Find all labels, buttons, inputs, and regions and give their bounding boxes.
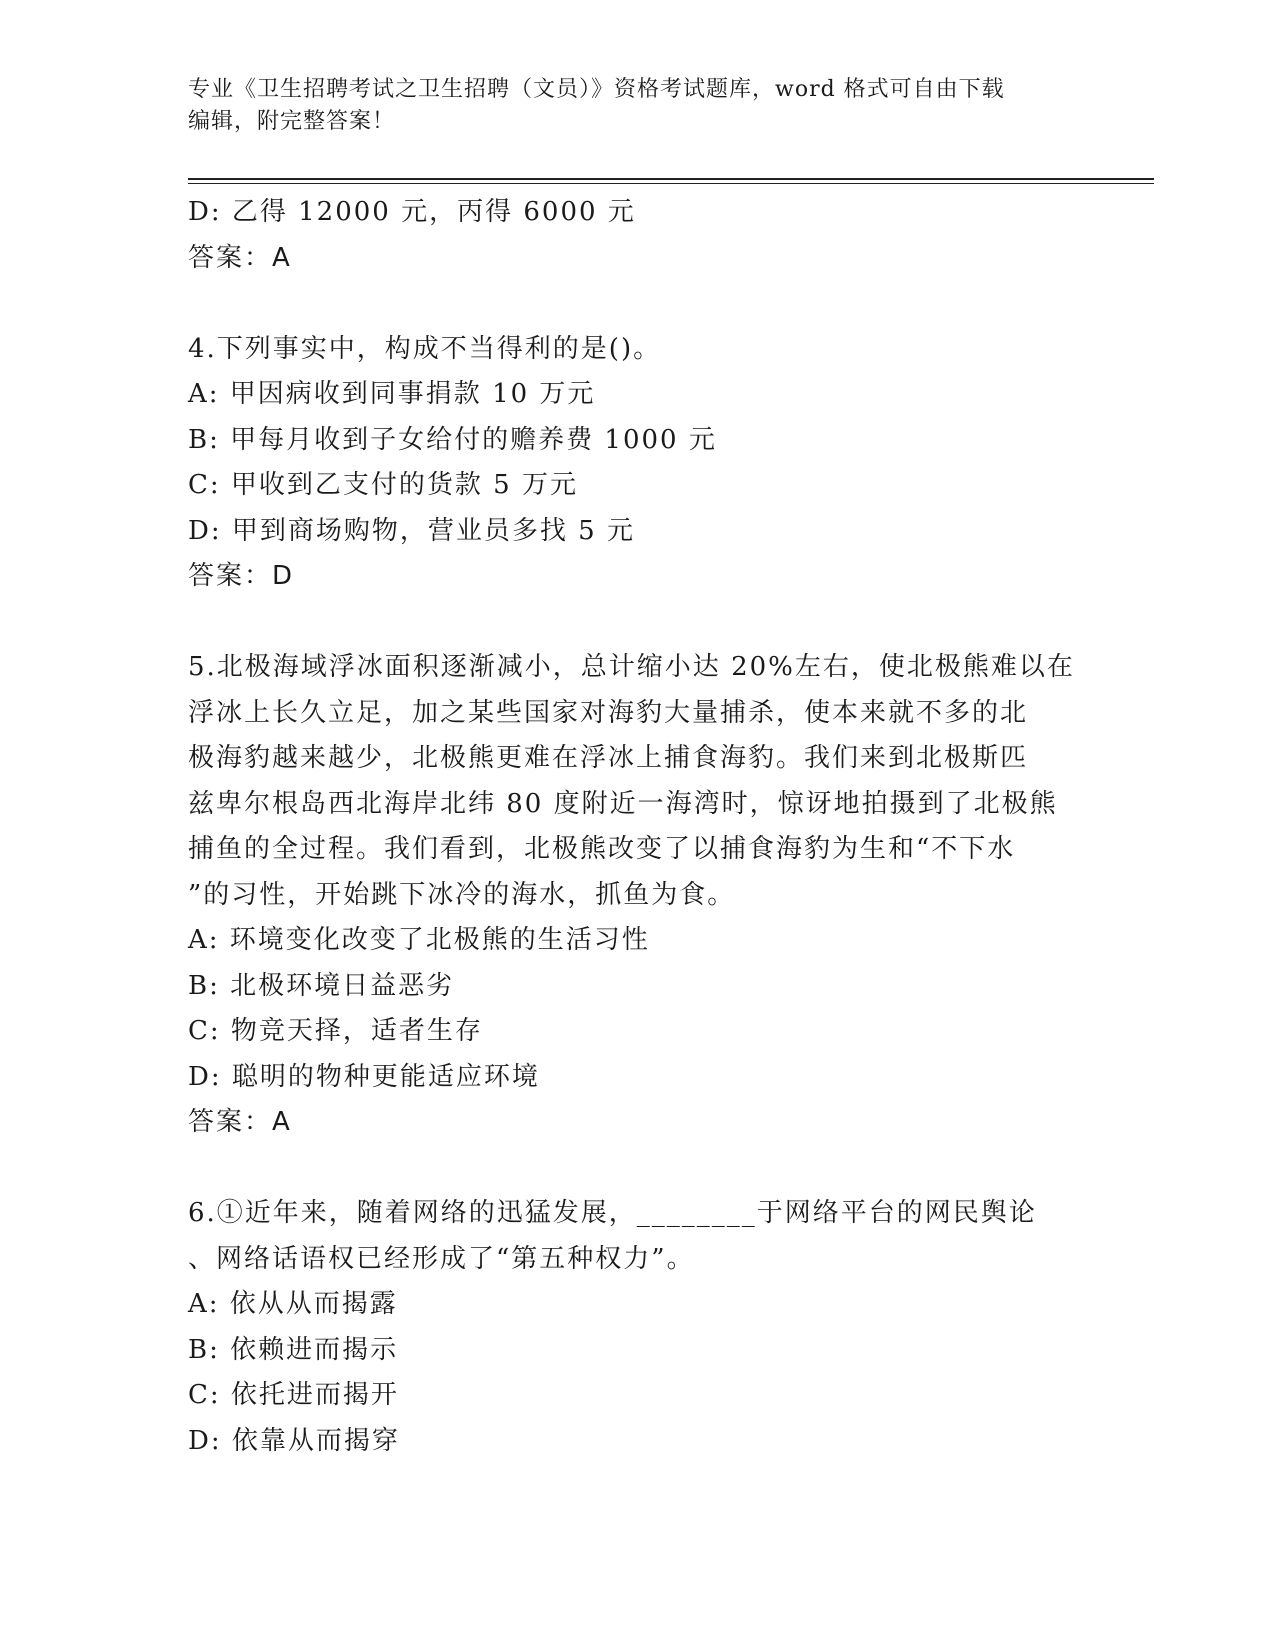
question-5 (188, 645, 1088, 1146)
q5-stem-line: 5.北极海域浮冰面积逐渐减小，总计缩小达 20%左右，使北极熊难以在 (188, 652, 1075, 682)
q4-option-a: A: 甲因病收到同事捐款 10 万元 (188, 379, 596, 409)
header-divider-thick (188, 178, 1154, 180)
q5-answer: 答案：A (188, 1107, 292, 1137)
q5-stem (188, 645, 1088, 918)
q5-stem-line: ”的习性，开始跳下冰冷的海水，抓鱼为食。 (188, 879, 736, 910)
q5-option-b: B: 北极环境日益恶劣 (188, 970, 455, 1001)
q5-stem-line: 浮冰上长久立足，加之某些国家对海豹大量捕杀，使本来就不多的北 (188, 697, 1029, 728)
spacer (188, 1146, 1088, 1192)
q6-stem-line: 、网络话语权已经形成了“第五种权力”。 (188, 1243, 695, 1274)
question-6 (188, 1191, 1088, 1464)
q5-stem-line: 捕鱼的全过程。我们看到，北极熊改变了以捕食海豹为生和“不下水 (188, 834, 1016, 864)
q5-stem-line: 兹卑尔根岛西北海岸北纬 80 度附近一海湾时，惊讶地拍摄到了北极熊 (188, 788, 1058, 819)
q5-option-d: D: 聪明的物种更能适应环境 (188, 1061, 540, 1092)
q4-option-c: C: 甲收到乙支付的货款 5 万元 (188, 470, 578, 500)
q5-option-c: C: 物竞天择，适者生存 (188, 1016, 483, 1046)
q6-stem (188, 1191, 1088, 1282)
q4-answer: 答案：D (188, 561, 295, 591)
q4-stem: 4.下列事实中，构成不当得利的是()。 (188, 333, 662, 364)
header-line-1: 专业《卫生招聘考试之卫生招聘（文员）》资格考试题库，word 格式可自由下载 (188, 77, 1005, 102)
q6-option-d: D: 依靠从而揭穿 (188, 1425, 400, 1456)
header-line-2: 编辑，附完整答案！ (188, 109, 396, 134)
q6-option-a: A: 依从从而揭露 (188, 1289, 398, 1319)
spacer (188, 281, 1088, 327)
document-header (188, 74, 1088, 138)
question-4 (188, 327, 1088, 600)
q6-option-c: C: 依托进而揭开 (188, 1380, 399, 1410)
spacer (188, 600, 1088, 646)
q3-answer: 答案：A (188, 242, 292, 273)
q5-stem-line: 极海豹越来越少，北极熊更难在浮冰上捕食海豹。我们来到北极斯匹 (188, 743, 1029, 773)
q3-option-d: D: 乙得 12000 元，丙得 6000 元 (188, 197, 636, 227)
q4-option-b: B: 甲每月收到子女给付的赡养费 1000 元 (188, 424, 717, 455)
q6-option-b: B: 依赖进而揭示 (188, 1334, 399, 1365)
q6-stem-line: 6.①近年来，随着网络的迅猛发展，________于网络平台的网民舆论 (188, 1198, 1037, 1228)
header-divider-thin (188, 183, 1154, 184)
q5-option-a: A: 环境变化改变了北极熊的生活习性 (188, 925, 650, 955)
q4-option-d: D: 甲到商场购物，营业员多找 5 元 (188, 515, 635, 546)
question-content (188, 190, 1088, 1464)
